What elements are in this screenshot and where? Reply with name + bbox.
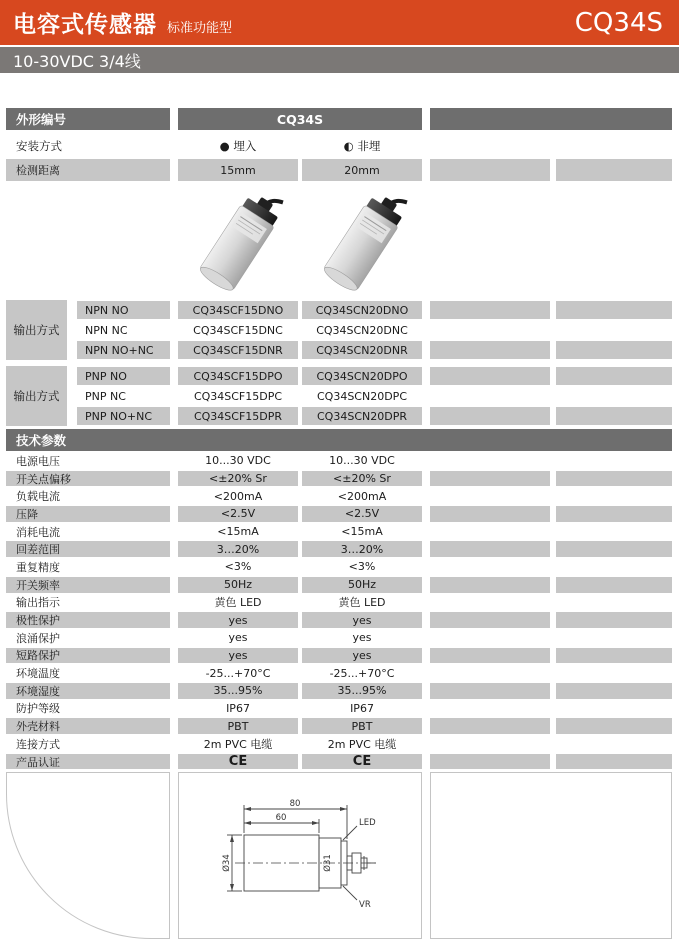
tech-value-empty — [556, 577, 672, 593]
ce-mark: CE — [178, 754, 298, 770]
model-number: CQ34SCN20DNC — [316, 323, 408, 337]
model-empty — [556, 407, 672, 425]
tech-value-flush: PBT — [178, 718, 298, 734]
tech-row-label: 环境温度 — [16, 667, 60, 681]
tech-row-label: 电源电压 — [16, 454, 60, 468]
model-number: CQ34SCF15DPC — [193, 389, 283, 403]
tech-row — [6, 523, 672, 541]
tech-value-empty — [556, 648, 672, 664]
tech-value-flush: -25...+70°C — [205, 666, 271, 680]
tech-value-flush: yes — [178, 612, 298, 628]
sensor-photo-nonflush — [302, 184, 422, 298]
tech-value-nonflush: yes — [302, 612, 422, 628]
tech-row-label: 连接方式 — [16, 737, 60, 751]
tech-value-flush: <200mA — [213, 489, 263, 503]
tech-value-empty — [430, 541, 550, 557]
model-number: CQ34SCF15DNO — [178, 301, 298, 319]
tech-value-flush: <2.5V — [178, 506, 298, 522]
install-label: 安装方式 — [16, 139, 62, 153]
tech-value-empty — [556, 683, 672, 699]
tech-row — [6, 576, 672, 594]
tech-row-label: 浪涌保护 — [16, 631, 60, 645]
dim-diameter-31: Ø31 — [323, 854, 333, 873]
model-empty — [556, 341, 672, 359]
model-number: CQ34SCN20DPO — [302, 367, 422, 385]
tech-value-nonflush: 2m PVC 电缆 — [327, 737, 397, 751]
tech-row-label: 极性保护 — [6, 612, 170, 628]
install-flush-value: ● 埋入 — [219, 139, 257, 153]
tech-value-empty — [556, 453, 672, 469]
output-type: NPN NO+NC — [77, 341, 170, 359]
tech-row — [6, 540, 672, 558]
tech-value-empty — [556, 471, 672, 487]
tech-row — [6, 594, 672, 612]
tech-value-nonflush: <±20% Sr — [302, 471, 422, 487]
tech-value-nonflush: -25...+70°C — [329, 666, 395, 680]
output-row — [67, 406, 672, 426]
output-block-npn — [6, 300, 672, 360]
install-nonflush-value: ◐ 非埋 — [343, 139, 381, 153]
tech-value-nonflush: 10...30 VDC — [329, 454, 395, 468]
tech-value-nonflush: IP67 — [350, 701, 374, 715]
dimension-drawing — [179, 773, 421, 938]
content-area — [6, 108, 672, 939]
tech-row-label: 压降 — [6, 506, 170, 522]
output-row — [67, 300, 672, 320]
model-empty — [556, 367, 672, 385]
tech-value-nonflush: <3% — [348, 560, 376, 574]
output-type: NPN NC — [85, 323, 128, 337]
model-number: CQ34SCF15DPO — [178, 367, 298, 385]
output-type: PNP NC — [85, 389, 126, 403]
dim-body-length: 60 — [275, 813, 287, 824]
output-type: PNP NO — [77, 367, 170, 385]
tech-value-empty — [556, 612, 672, 628]
tech-value-empty — [430, 612, 550, 628]
model-empty — [556, 387, 672, 405]
tech-value-empty — [556, 754, 672, 770]
model-empty — [430, 407, 550, 425]
decorative-curve-box — [6, 772, 170, 939]
tech-value-empty — [430, 577, 550, 593]
tech-value-flush: 2m PVC 电缆 — [203, 737, 273, 751]
distance-row — [6, 159, 672, 181]
output-row — [67, 340, 672, 360]
vr-callout: VR — [359, 900, 371, 911]
tech-value-empty — [430, 648, 550, 664]
tech-value-nonflush: yes — [352, 631, 372, 645]
tech-value-empty — [430, 754, 550, 770]
tech-value-nonflush: <200mA — [337, 489, 387, 503]
tech-row — [6, 664, 672, 682]
tech-value-empty — [430, 488, 550, 504]
tech-value-empty — [556, 736, 672, 752]
dimension-drawing-box — [178, 772, 422, 939]
tech-value-flush: 35...95% — [178, 683, 298, 699]
tech-value-flush: 3…20% — [178, 541, 298, 557]
tech-row — [6, 700, 672, 718]
tech-value-nonflush: 50Hz — [302, 577, 422, 593]
tech-row — [6, 487, 672, 505]
distance-empty — [430, 159, 550, 181]
model-empty — [556, 301, 672, 319]
distance-empty — [556, 159, 672, 181]
output-type: PNP NO+NC — [77, 407, 170, 425]
model-empty — [430, 301, 550, 319]
tech-value-empty — [556, 665, 672, 681]
model-number: CQ34SCF15DNC — [193, 323, 283, 337]
tech-row-certification — [6, 753, 672, 771]
model-number: CQ34SCF15DPR — [178, 407, 298, 425]
tech-section-header: 技术参数 — [6, 429, 672, 451]
tech-value-empty — [556, 594, 672, 610]
model-empty — [430, 341, 550, 359]
tech-value-empty — [430, 559, 550, 575]
install-empty — [430, 135, 550, 157]
tech-value-empty — [430, 683, 550, 699]
voltage-text: 10-30VDC 3/4线 — [13, 51, 141, 71]
tech-row-label: 产品认证 — [6, 754, 170, 770]
output-row — [67, 320, 672, 340]
shape-header-model: CQ34S — [178, 108, 422, 130]
shape-header-label: 外形编号 — [6, 108, 170, 130]
distance-label: 检测距离 — [6, 159, 170, 181]
tech-value-empty — [556, 701, 672, 717]
tech-row — [6, 717, 672, 735]
tech-value-empty — [556, 630, 672, 646]
tech-row-label: 外壳材料 — [6, 718, 170, 734]
tech-row — [6, 611, 672, 629]
model-number: CQ34SCN20DNR — [302, 341, 422, 359]
tech-value-empty — [430, 594, 550, 610]
tech-row-label: 消耗电流 — [16, 525, 60, 539]
shape-header-row — [6, 108, 672, 130]
tech-row — [6, 682, 672, 700]
tech-row-label: 开关点偏移 — [6, 471, 170, 487]
tech-row-label: 负载电流 — [16, 490, 60, 504]
tech-value-flush: 50Hz — [178, 577, 298, 593]
distance-nonflush-value: 20mm — [302, 159, 422, 181]
tech-value-nonflush: 35...95% — [302, 683, 422, 699]
tech-value-empty — [430, 471, 550, 487]
tech-value-empty — [430, 453, 550, 469]
output-row — [67, 366, 672, 386]
model-number: CQ34SCN20DNO — [302, 301, 422, 319]
tech-row-label: 短路保护 — [6, 648, 170, 664]
tech-row-label: 开关频率 — [6, 577, 170, 593]
tech-value-empty — [430, 665, 550, 681]
output-block-label: 输出方式 — [6, 366, 67, 426]
output-block-label: 输出方式 — [6, 300, 67, 360]
tech-value-empty — [556, 541, 672, 557]
tech-value-empty — [556, 718, 672, 734]
tech-row-label: 回差范围 — [6, 541, 170, 557]
tech-row — [6, 505, 672, 523]
product-images-row — [6, 182, 672, 300]
tech-row-label: 重复精度 — [16, 560, 60, 574]
tech-value-flush: <15mA — [217, 525, 259, 539]
tech-value-empty — [556, 524, 672, 540]
voltage-bar — [0, 47, 679, 73]
output-type: NPN NO — [77, 301, 170, 319]
tech-value-nonflush: 黄色 LED — [338, 596, 386, 610]
dim-diameter-34: Ø34 — [222, 854, 232, 873]
tech-value-empty — [430, 736, 550, 752]
distance-flush-value: 15mm — [178, 159, 298, 181]
model-number: CQ34SCF15DNR — [178, 341, 298, 359]
sensor-cylinder-image — [178, 184, 298, 298]
model-number: CQ34SCN20DPR — [302, 407, 422, 425]
footer-boxes — [6, 772, 672, 939]
tech-value-flush: IP67 — [226, 701, 250, 715]
tech-value-flush: yes — [228, 631, 248, 645]
tech-value-nonflush: <15mA — [341, 525, 383, 539]
tech-value-empty — [430, 506, 550, 522]
sensor-photo-flush — [178, 184, 298, 298]
tech-value-empty — [430, 701, 550, 717]
model-empty — [430, 367, 550, 385]
model-number: CQ34SCN20DPC — [316, 389, 407, 403]
output-block-pnp — [6, 366, 672, 426]
tech-value-empty — [556, 506, 672, 522]
ce-mark: CE — [302, 754, 422, 770]
tech-value-flush: yes — [178, 648, 298, 664]
tech-row — [6, 735, 672, 753]
dim-total-length: 80 — [289, 799, 301, 810]
tech-value-nonflush: yes — [302, 648, 422, 664]
led-callout: LED — [359, 818, 376, 829]
sensor-cylinder-image — [302, 184, 422, 298]
tech-row-label: 环境湿度 — [6, 683, 170, 699]
model-code: CQ34S — [574, 7, 663, 38]
tech-value-flush: 10...30 VDC — [205, 454, 271, 468]
page-title: 电容式传感器 — [13, 12, 157, 38]
tech-row — [6, 629, 672, 647]
model-empty — [430, 387, 550, 405]
output-row — [67, 386, 672, 406]
tech-row — [6, 647, 672, 665]
shape-header-spacer — [430, 108, 672, 130]
tech-value-nonflush: <2.5V — [302, 506, 422, 522]
page-subtitle: 标准功能型 — [167, 21, 233, 36]
tech-value-flush: <3% — [224, 560, 252, 574]
tech-value-empty — [430, 524, 550, 540]
tech-value-empty — [430, 718, 550, 734]
empty-box — [430, 772, 672, 939]
tech-value-empty — [556, 559, 672, 575]
tech-value-empty — [430, 630, 550, 646]
tech-value-nonflush: 3…20% — [302, 541, 422, 557]
tech-row — [6, 558, 672, 576]
model-empty — [556, 321, 672, 339]
tech-row-label: 输出指示 — [16, 596, 60, 610]
tech-row — [6, 470, 672, 488]
header-bar — [0, 0, 679, 45]
tech-table — [6, 452, 672, 770]
tech-row — [6, 452, 672, 470]
tech-value-empty — [556, 488, 672, 504]
tech-value-flush: <±20% Sr — [178, 471, 298, 487]
install-empty — [556, 135, 672, 157]
tech-value-nonflush: PBT — [302, 718, 422, 734]
model-empty — [430, 321, 550, 339]
tech-value-flush: 黄色 LED — [214, 596, 262, 610]
tech-row-label: 防护等级 — [16, 702, 60, 716]
install-row — [6, 135, 672, 157]
